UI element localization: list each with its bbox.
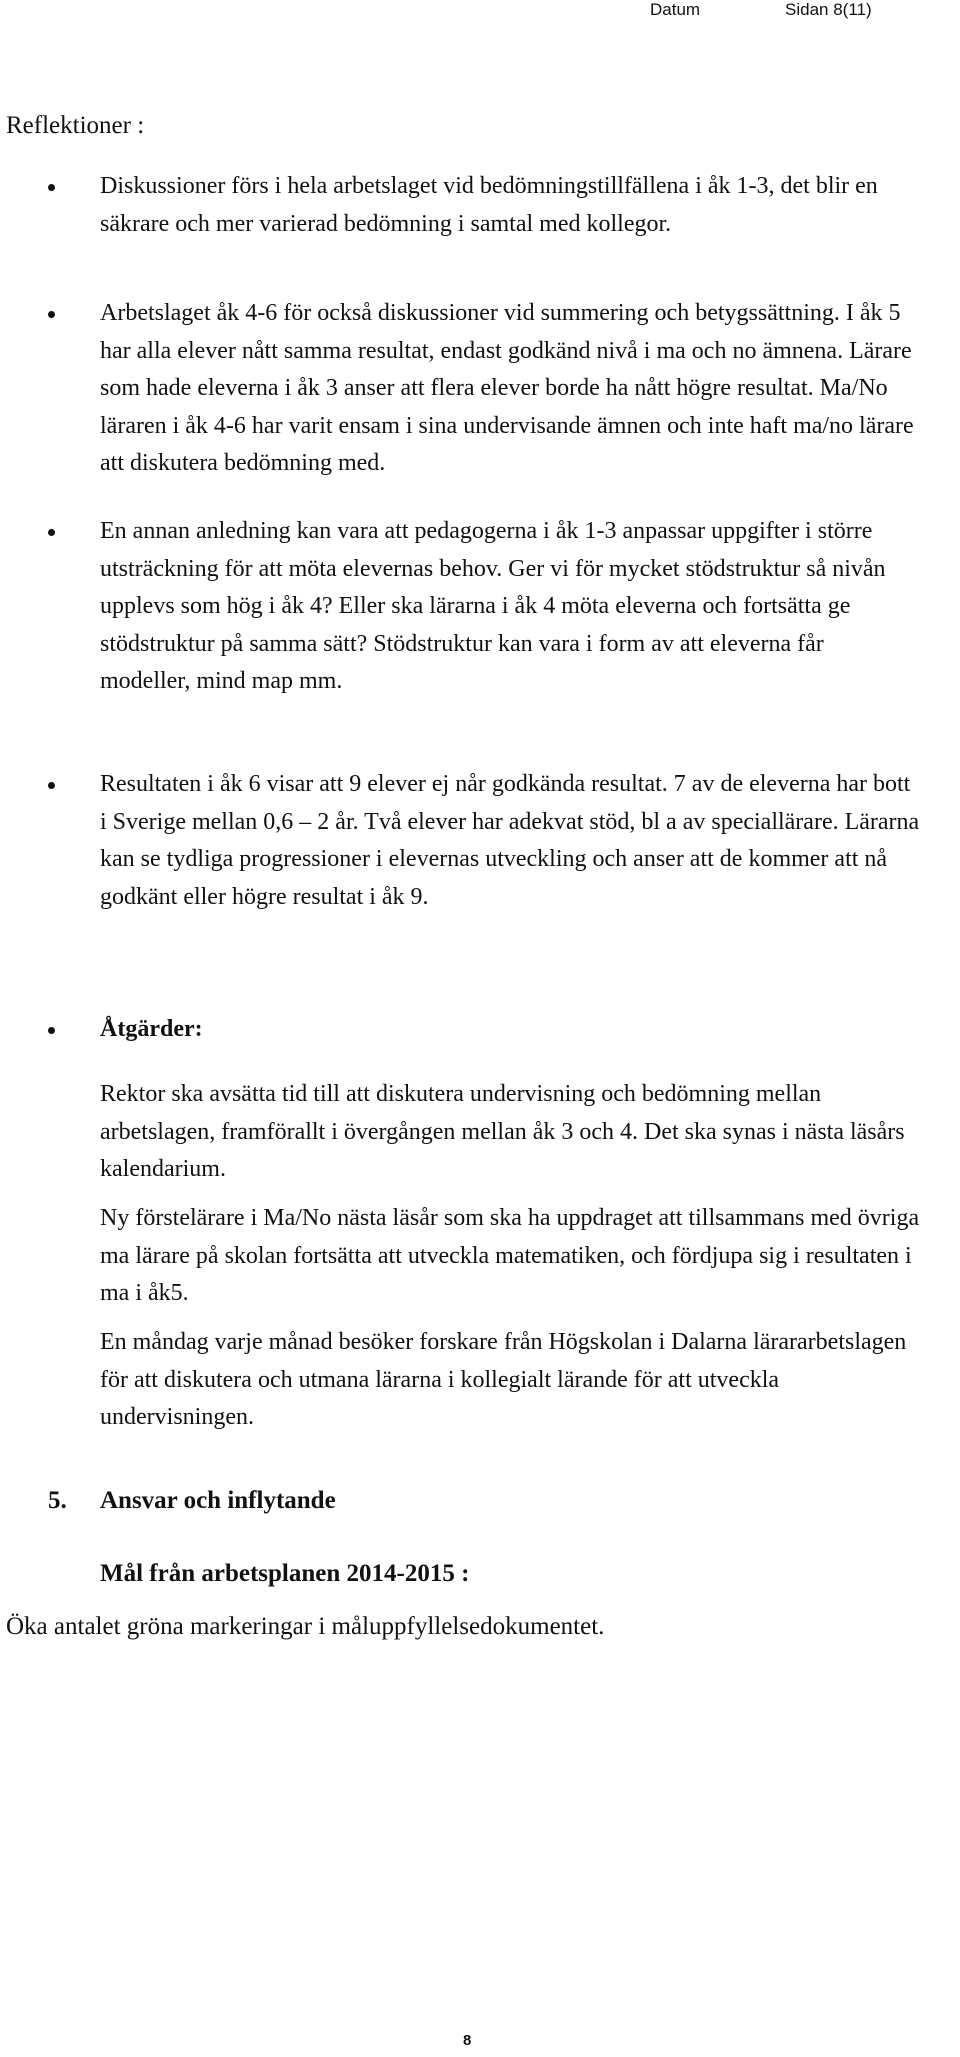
action-paragraph: Rektor ska avsätta tid till att diskutera undervisning och bedömning mellan arbetslagen, framförallt i övergången mellan åk 3 och 4. Det ska synas i nästa läsårs kalendarium.: [100, 1081, 905, 1182]
list-item-text: Diskussioner förs i hela arbetslaget vid bedömningstillfällena i åk 1-3, det blir en säkrare och mer varierad bedömning i samtal med kollegor.: [100, 173, 878, 237]
goal-heading: Mål från arbetsplanen 2014-2015 :: [100, 1560, 470, 1587]
goal-text: Öka antalet gröna markeringar i måluppfyllelsedokumentet.: [6, 1613, 605, 1640]
bullet-dot-icon: [48, 184, 55, 191]
bullet-dot-icon: [48, 782, 55, 789]
reflections-heading: Reflektioner :: [6, 112, 145, 139]
list-item-text: Arbetslaget åk 4-6 för också diskussioner vid summering och betygssättning. I åk 5 har alla elever nått samma resultat, endast godkänd nivå i ma och no ämnena. Lärare som hade eleverna i åk 3 anser att flera elever borde ha nått högre resultat. Ma/No läraren i åk 4-6 har varit ensam i sina undervisande ämnen och inte haft ma/no lärare att diskutera bedömning med.: [100, 300, 914, 476]
page-header: [0, 0, 960, 24]
action-paragraph: Ny förstelärare i Ma/No nästa läsår som ska ha uppdraget att tillsammans med övriga ma lärare på skolan fortsätta att utveckla matematiken, och fördjupa sig i resultaten i ma i åk5.: [100, 1205, 920, 1306]
footer-page-number: 8: [463, 2032, 472, 2049]
actions-heading: Åtgärder:: [100, 1016, 203, 1042]
section-number: 5.: [48, 1487, 67, 1514]
header-page-label: Sidan 8(11): [785, 0, 872, 19]
list-item-text: Resultaten i åk 6 visar att 9 elever ej når godkända resultat. 7 av de eleverna har bott i Sverige mellan 0,6 – 2 år. Två elever har adekvat stöd, bl a av speciallärare. Lärarna kan se tydliga progressioner i elevernas utveckling och anser att de kommer att nå godkänt eller högre resultat i åk 9.: [100, 771, 920, 910]
header-date-label: Datum: [650, 0, 701, 19]
bullet-dot-icon: [48, 1027, 55, 1034]
bullet-dot-icon: [48, 311, 55, 318]
list-item-text: En annan anledning kan vara att pedagogerna i åk 1-3 anpassar uppgifter i större utsträckning för att möta elevernas behov. Ger vi för mycket stödstruktur så nivån upplevs som hög i åk 4? Eller ska lärarna i åk 4 möta eleverna och fortsätta ge stödstruktur på samma sätt? Stödstruktur kan vara i form av att eleverna får modeller, mind map mm.: [100, 518, 886, 694]
action-paragraph: En måndag varje månad besöker forskare från Högskolan i Dalarna lärararbetslagen för att diskutera och utmana lärarna i kollegialt lärande för att utveckla undervisningen.: [100, 1329, 907, 1430]
section-title: Ansvar och inflytande: [100, 1487, 336, 1514]
bullet-dot-icon: [48, 529, 55, 536]
